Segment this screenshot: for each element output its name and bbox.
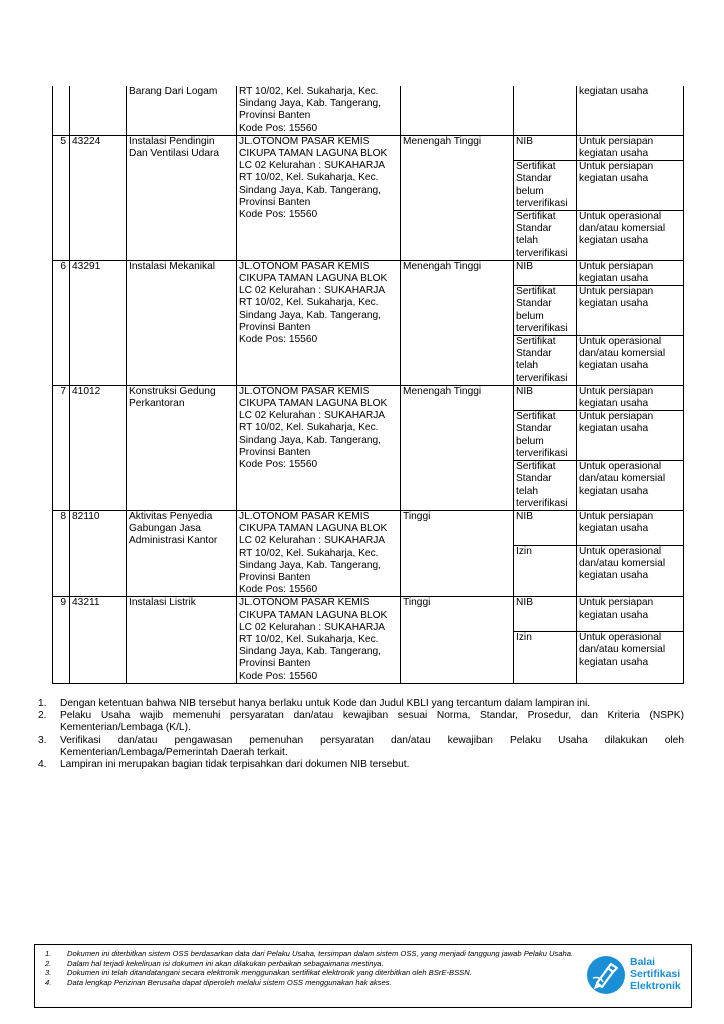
kbli-code bbox=[70, 86, 127, 135]
logo-line: Elektronik bbox=[630, 980, 681, 992]
bsre-logo-text bbox=[630, 956, 690, 992]
permit-type: NIB bbox=[514, 385, 577, 410]
permit-type: Sertifikat Standar telah terverifikasi bbox=[514, 336, 577, 386]
permit-type: NIB bbox=[514, 260, 577, 285]
kbli-title: Instalasi Listrik bbox=[127, 597, 237, 683]
permit-type: NIB bbox=[514, 597, 577, 632]
note-item bbox=[38, 759, 684, 771]
permit-purpose: Untuk operasional dan/atau komersial kegiatan usaha bbox=[577, 211, 684, 261]
kbli-table bbox=[52, 86, 684, 684]
kbli-title: Barang Dari Logam bbox=[127, 86, 237, 135]
kbli-title: Instalasi Mekanikal bbox=[127, 260, 237, 385]
business-address: JL.OTONOM PASAR KEMIS CIKUPA TAMAN LAGUNA BLOK LC 02 Kelurahan : SUKAHARJA RT 10/02, Kel. Sukaharja, Kec. Sindang Jaya, Kab. Tangerang, Provinsi Banten Kode Pos: 15560 bbox=[237, 260, 401, 385]
permit-type: Sertifikat Standar belum terverifikasi bbox=[514, 161, 577, 211]
note-item bbox=[38, 735, 684, 759]
business-address: RT 10/02, Kel. Sukaharja, Kec. Sindang Jaya, Kab. Tangerang, Provinsi Banten Kode Pos: 15560 bbox=[237, 86, 401, 135]
permit-type: NIB bbox=[514, 135, 577, 160]
business-address: JL.OTONOM PASAR KEMIS CIKUPA TAMAN LAGUNA BLOK LC 02 Kelurahan : SUKAHARJA RT 10/02, Kel. Sukaharja, Kec. Sindang Jaya, Kab. Tangerang, Provinsi Banten Kode Pos: 15560 bbox=[237, 385, 401, 510]
kbli-code: 43224 bbox=[70, 135, 127, 260]
list-text: Pelaku Usaha wajib memenuhi persyaratan dan/atau kewajiban sesuai Norma, Standar, Prosedur, dan Kriteria (NSPK) Kementerian/Lembaga (K/L). bbox=[60, 710, 684, 734]
permit-purpose: Untuk persiapan kegiatan usaha bbox=[577, 385, 684, 410]
permit-type: Izin bbox=[514, 632, 577, 684]
list-text: Verifikasi dan/atau pengawasan pemenuhan persyaratan dan/atau kewajiban Pelaku Usaha dilakukan oleh Kementerian/Lembaga/Pemerintah Daerah terkait. bbox=[60, 734, 684, 758]
footer-disclaimer bbox=[34, 944, 692, 1008]
footer-note-item bbox=[45, 978, 581, 988]
kbli-code: 82110 bbox=[70, 510, 127, 596]
list-number: 1. bbox=[45, 949, 52, 958]
list-text: Dokumen ini diterbitkan sistem OSS berdasarkan data dari Pelaku Usaha, tersimpan dalam sistem OSS, yang menjadi tanggung jawab Pelaku Usaha. bbox=[67, 949, 574, 958]
permit-purpose: Untuk persiapan kegiatan usaha bbox=[577, 597, 684, 632]
list-text: Dokumen ini telah ditandatangani secara elektronik menggunakan sertifikat elektronik yang diterbitkan oleh BSrE-BSSN. bbox=[67, 968, 472, 978]
logo-line: Balai bbox=[630, 956, 656, 968]
permit-type: NIB bbox=[514, 510, 577, 545]
pen-nib-icon bbox=[587, 956, 625, 994]
permit-purpose: Untuk persiapan kegiatan usaha bbox=[577, 161, 684, 211]
note-item bbox=[38, 698, 684, 710]
kbli-title: Aktivitas Penyedia Gabungan Jasa Administrasi Kantor bbox=[127, 510, 237, 596]
kbli-row bbox=[53, 260, 684, 285]
kbli-code: 43211 bbox=[70, 597, 127, 683]
kbli-table-body bbox=[53, 86, 684, 683]
row-number: 6 bbox=[53, 260, 70, 385]
permit-type: Sertifikat Standar belum terverifikasi bbox=[514, 411, 577, 461]
permit-type: Sertifikat Standar telah terverifikasi bbox=[514, 461, 577, 511]
list-text: Lampiran ini merupakan bagian tidak terpisahkan dari dokumen NIB tersebut. bbox=[60, 759, 410, 771]
row-number bbox=[53, 86, 70, 135]
risk-level: Menengah Tinggi bbox=[401, 385, 514, 510]
notes-list bbox=[38, 698, 684, 771]
permit-type: Sertifikat Standar belum terverifikasi bbox=[514, 286, 577, 336]
risk-level: Tinggi bbox=[401, 510, 514, 596]
row-number: 9 bbox=[53, 597, 70, 683]
list-number: 3. bbox=[45, 968, 52, 978]
permit-purpose: Untuk persiapan kegiatan usaha bbox=[577, 260, 684, 285]
bsre-logo bbox=[587, 954, 687, 998]
business-address: JL.OTONOM PASAR KEMIS CIKUPA TAMAN LAGUNA BLOK LC 02 Kelurahan : SUKAHARJA RT 10/02, Kel. Sukaharja, Kec. Sindang Jaya, Kab. Tangerang, Provinsi Banten Kode Pos: 15560 bbox=[237, 510, 401, 596]
permit-purpose: Untuk persiapan kegiatan usaha bbox=[577, 135, 684, 160]
risk-level bbox=[401, 86, 514, 135]
footer-note-item bbox=[45, 959, 581, 969]
kbli-code: 43291 bbox=[70, 260, 127, 385]
list-number: 4. bbox=[38, 759, 47, 771]
permit-type bbox=[514, 86, 577, 135]
risk-level: Tinggi bbox=[401, 597, 514, 683]
risk-level: Menengah Tinggi bbox=[401, 135, 514, 260]
permit-type: Sertifikat Standar telah terverifikasi bbox=[514, 211, 577, 261]
business-address: JL.OTONOM PASAR KEMIS CIKUPA TAMAN LAGUNA BLOK LC 02 Kelurahan : SUKAHARJA RT 10/02, Kel. Sukaharja, Kec. Sindang Jaya, Kab. Tangerang, Provinsi Banten Kode Pos: 15560 bbox=[237, 135, 401, 260]
row-number: 8 bbox=[53, 510, 70, 596]
kbli-row bbox=[53, 385, 684, 410]
risk-level: Menengah Tinggi bbox=[401, 260, 514, 385]
row-number: 7 bbox=[53, 385, 70, 510]
kbli-row bbox=[53, 135, 684, 160]
business-address: JL.OTONOM PASAR KEMIS CIKUPA TAMAN LAGUNA BLOK LC 02 Kelurahan : SUKAHARJA RT 10/02, Kel. Sukaharja, Kec. Sindang Jaya, Kab. Tangerang, Provinsi Banten Kode Pos: 15560 bbox=[237, 597, 401, 683]
logo-line: Sertifikasi bbox=[630, 968, 681, 980]
permit-purpose: Untuk operasional dan/atau komersial kegiatan usaha bbox=[577, 545, 684, 597]
list-number: 2. bbox=[45, 958, 52, 968]
permit-purpose: Untuk persiapan kegiatan usaha bbox=[577, 510, 684, 545]
permit-purpose: kegiatan usaha bbox=[577, 86, 684, 135]
kbli-title: Konstruksi Gedung Perkantoran bbox=[127, 385, 237, 510]
list-text: Dalam hal terjadi kekeliruan isi dokumen ini akan dilakukan perbaikan sebagaimana mestinya. bbox=[67, 958, 384, 968]
kbli-row bbox=[53, 597, 684, 632]
note-item bbox=[38, 710, 684, 734]
permit-purpose: Untuk persiapan kegiatan usaha bbox=[577, 286, 684, 336]
kbli-row bbox=[53, 86, 684, 135]
list-text: Data lengkap Perizinan Berusaha dapat diperoleh melalui sistem OSS menggunakan hak akses. bbox=[67, 977, 392, 987]
footer-notes-list bbox=[45, 949, 581, 987]
list-number: 2. bbox=[38, 710, 47, 722]
permit-purpose: Untuk operasional dan/atau komersial kegiatan usaha bbox=[577, 461, 684, 511]
kbli-row bbox=[53, 510, 684, 545]
permit-purpose: Untuk operasional dan/atau komersial kegiatan usaha bbox=[577, 632, 684, 684]
list-number: 1. bbox=[38, 698, 47, 709]
kbli-code: 41012 bbox=[70, 385, 127, 510]
row-number: 5 bbox=[53, 135, 70, 260]
footer-note-item bbox=[45, 968, 581, 978]
permit-purpose: Untuk operasional dan/atau komersial kegiatan usaha bbox=[577, 336, 684, 386]
permit-purpose: Untuk persiapan kegiatan usaha bbox=[577, 411, 684, 461]
list-number: 3. bbox=[38, 734, 47, 746]
list-text: Dengan ketentuan bahwa NIB tersebut hanya berlaku untuk Kode dan Judul KBLI yang tercantum dalam lampiran ini. bbox=[60, 698, 591, 709]
permit-type: Izin bbox=[514, 545, 577, 597]
footer-note-item bbox=[45, 949, 581, 959]
list-number: 4. bbox=[45, 977, 52, 987]
kbli-title: Instalasi Pendingin Dan Ventilasi Udara bbox=[127, 135, 237, 260]
